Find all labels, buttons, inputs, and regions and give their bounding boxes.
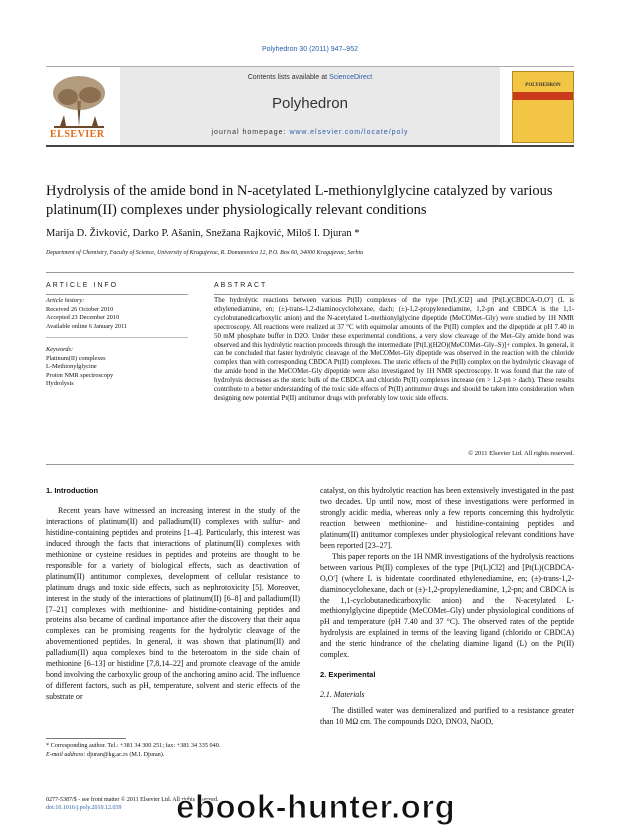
article-info-heading: ARTICLE INFO bbox=[46, 282, 119, 289]
issn-line: 0277-5387/$ - see front matter © 2011 Elsevier Ltd. All rights reserved. bbox=[46, 797, 219, 803]
homepage-link[interactable]: www.elsevier.com/locate/poly bbox=[289, 129, 409, 136]
journal-homepage bbox=[120, 129, 500, 136]
divider bbox=[46, 272, 574, 273]
history-item: Accepted 23 December 2010 bbox=[46, 314, 120, 321]
right-column bbox=[320, 486, 574, 728]
footnote-divider bbox=[46, 738, 126, 739]
homepage-prefix: journal homepage: bbox=[211, 129, 290, 136]
paragraph: This paper reports on the 1H NMR investigations of the hydrolysis reactions between various Pt(II) complexes of the type [Pt(L)Cl2] and [Pt(L)(CBDCA-O,O′] (where L is bidentate coordinated ethylenediamine, en; (±)-trans-1,2-diaminocyclohexane, dach or (±)-1,2-propylenediamine, 1,2-pn; and CBDCA is the 1,1-cyclobutanedicarboxylic anion) and the N-acetylated L-methionylglycine dipeptide (MeCOMet–Gly) under physiological conditions of pH and temperature (pH 7.40 and 37 °C). The observed rates of the peptide hydrolysis are explained in terms of the leaving ligand (chlorido or CBDCA) and the steric hindrance of the chelating diamine ligand (L) on the Pt(II) complex. bbox=[320, 551, 574, 660]
left-column bbox=[46, 486, 300, 703]
section-heading: 2. Experimental bbox=[320, 670, 376, 680]
contents-line bbox=[120, 74, 500, 81]
footnote bbox=[46, 742, 300, 759]
journal-cover-image bbox=[512, 71, 574, 143]
email-line bbox=[46, 751, 300, 760]
paragraph: catalyst, on this hydrolytic reaction has been extensively investigated in the past two decades. Up until now, most of these investigations were performed in strongly acidic media, whereas only a few reports concerning this hydrolytic reaction between methionine- and histidine-containing peptides and platinum(II) antitumor complexes under physiological relevant conditions have been reported [23–27]. bbox=[320, 486, 574, 550]
watermark-text: ebook-hunter.org bbox=[176, 788, 456, 825]
paragraph: Recent years have witnessed an increasing interest in the study of the interactions of platinum(II) and palladium(II) complexes with sulfur- and histidine-containing peptides and proteins [1–4]. Particularly, this interest was induced through the facts that interactions of platinum(II) complexes with methionine or cysteine residues in peptides and proteins are thought to be responsible for a variety of biological effects, such as deactivation of platinum(II) antitumor complexes, development of cellular resistance to platinum drugs and toxic side effects, such as nephrotoxicity [5]. Moreover, interest in the study of the interactions of platinum(II) [6–8] and palladium(II) [7–21] complexes with methionine- and histidine-containing peptides and proteins also became of cardinal importance after the discovery that their aqua complexes can be promising reagents for the hydrolytic cleavage of the abovementioned peptides. In general, it was shown that platinum(II) and palladium(II) aqua complexes bind to the heteroatom in the side chain of methionine [6–13] or histidine [7,8,14–22] and promote cleavage of the amide bond involving the carboxylic group of the anchoring amino acid. The influence of different factors, such as pH, temperature, solvent and steric effects of the substrate or bbox=[46, 505, 300, 702]
journal-reference[interactable]: Polyhedron 30 (2011) 947–952 bbox=[261, 46, 358, 53]
keyword-item: Platinum(II) complexes bbox=[46, 354, 106, 362]
subsection-heading: 2.1. Materials bbox=[320, 690, 365, 700]
article-history bbox=[46, 297, 188, 331]
history-label: Article history: bbox=[46, 297, 85, 304]
paragraph: The distilled water was demineralized and purified to a resistance greater than 10 MΩ cm. The compounds D2O, DNO3, NaOD, bbox=[320, 706, 574, 727]
cover-title: POLYHEDRON bbox=[525, 83, 561, 88]
abstract-text: The hydrolytic reactions between various Pt(II) complexes of the type [Pt(L)Cl2] and [Pt(L)(CBDCA-O,O′] (L is ethylenediamine, en; (±)-trans-1,2-diaminocyclohexane, dach; (±)-1,2-propylenediamine, 1,2-pn and CBDCA is the 1,1-cyclobutanedicarboxylic anion) and the N-acetylated L-methionylglycine dipeptide (MeCOMet–Gly) were studied by 1H NMR spectroscopy. All reactions were realized at 37 °C with equimolar amounts of the Pt(II) complex and the dipeptide at pH 7.40 in 50 mM phosphate buffer in D2O. Under these experimental conditions, a very slow cleavage of the Met–Gly amide bond was observed and this hydrolytic reaction proceeds through the intermediate [Pt(L)(H2O)(MeCOMet–Gly–S)]+ complex. In general, it can be concluded that faster hydrolytic cleavage of the MeCOMet–Gly dipeptide was observed in the reaction with the chloride complex than with corresponding CBDCA Pt(II) complexes. The steric effects of the Pt(II) complex on the hydrolytic cleavage of the amide bond in the MeCOMet–Gly dipeptide were also investigated by 1H NMR spectroscopy. It was found that the rate of hydrolysis decreases as the steric bulk of the CBDCA and chlorido Pt(II) complexes increase (en > 1,2-pn > dach). These results contribute to a better understanding of the toxic side effects of Pt(II) antitumor drugs and should be taken into consideration when designing new potential Pt(II) antitumor drugs with preferably low toxic side effects. bbox=[214, 297, 574, 402]
copyright-notice: © 2011 Elsevier Ltd. All rights reserved. bbox=[468, 450, 574, 457]
email-label: E-mail address: bbox=[46, 750, 88, 758]
sciencedirect-link[interactable]: ScienceDirect bbox=[329, 74, 373, 81]
cover-band bbox=[513, 92, 573, 100]
keywords-label: Keywords: bbox=[46, 346, 74, 353]
divider bbox=[46, 337, 188, 338]
elsevier-wordmark: ELSEVIER bbox=[50, 129, 105, 140]
keywords bbox=[46, 346, 188, 389]
corresponding-author: * Corresponding author. Tel.: +381 34 300 251; fax: +381 34 335 040. bbox=[46, 742, 221, 749]
keyword-item: Proton NMR spectroscopy bbox=[46, 371, 114, 379]
history-item: Received 26 October 2010 bbox=[46, 305, 114, 313]
journal-masthead bbox=[46, 66, 574, 147]
author-affiliation: Department of Chemistry, Faculty of Science, University of Kragujevac, R. Domanovica 12, P.O. Box 60, 34000 Kragujevac, Serbia bbox=[46, 250, 364, 256]
abstract-heading: ABSTRACT bbox=[214, 282, 268, 289]
divider bbox=[46, 294, 188, 295]
section-heading: 1. Introduction bbox=[46, 486, 99, 495]
contents-prefix: Contents lists available at bbox=[247, 74, 330, 81]
article-authors: Marija D. Živković, Darko P. Ašanin, Snežana Rajković, Miloš I. Djuran * bbox=[46, 228, 360, 239]
journal-name: Polyhedron bbox=[272, 95, 348, 112]
masthead-center bbox=[120, 67, 500, 145]
doi-link[interactable]: doi:10.1016/j.poly.2010.12.039 bbox=[46, 805, 122, 811]
history-item: Available online 6 January 2011 bbox=[46, 322, 128, 330]
divider bbox=[214, 294, 574, 295]
keyword-item: Hydrolysis bbox=[46, 380, 74, 387]
article-title: Hydrolysis of the amide bond in N-acetylated L-methionylglycine catalyzed by various platinum(II) complexes under physiologically relevant conditions bbox=[46, 183, 553, 218]
email-address[interactable]: djuran@kg.ac.rs (M.I. Djuran). bbox=[87, 750, 165, 758]
keyword-item: L-Methionylglycine bbox=[46, 363, 97, 370]
divider bbox=[46, 464, 574, 465]
